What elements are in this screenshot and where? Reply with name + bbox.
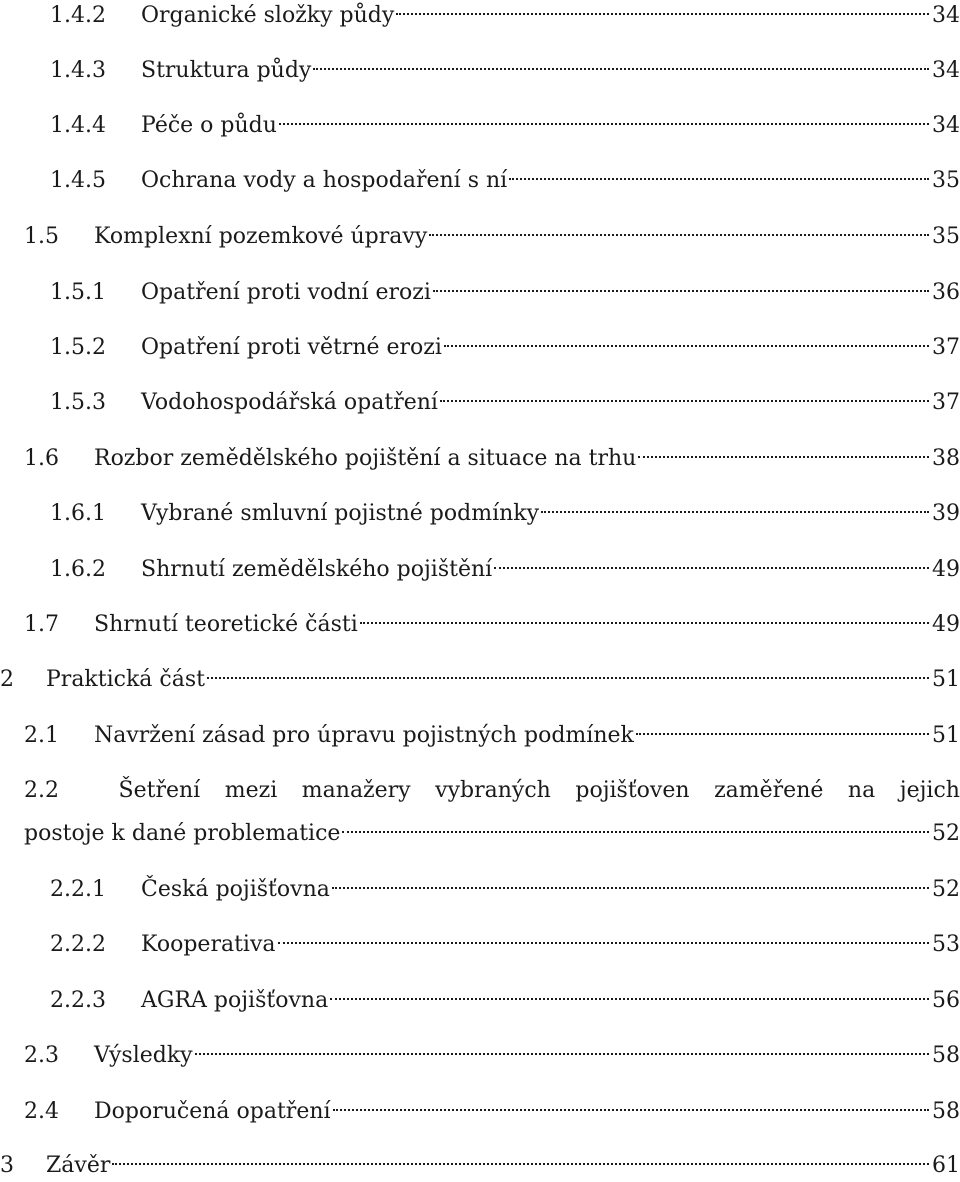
toc-entry-title-word: manažery [301, 778, 411, 803]
toc-entry-title: Kooperativa [141, 932, 276, 957]
toc-entry-title: Vodohospodářská opatření [141, 390, 438, 415]
toc-entry-page: 34 [932, 113, 960, 138]
toc-entry-page: 51 [932, 667, 960, 692]
toc-entry-page: 58 [932, 1043, 960, 1068]
toc-entry-title: Shrnutí teoretické části [94, 612, 358, 637]
toc-entry-page: 35 [932, 224, 960, 249]
toc-leader-dots [278, 942, 930, 944]
toc-entry-page: 58 [932, 1099, 960, 1124]
toc-entry[interactable] [24, 1096, 960, 1128]
toc-entry[interactable] [50, 110, 960, 142]
toc-entry-number: 1.6.2 [50, 557, 106, 582]
toc-leader-dots [112, 1163, 929, 1165]
toc-entry-page: 49 [932, 612, 960, 637]
toc-entry[interactable] [50, 0, 960, 32]
toc-entry-page: 37 [932, 335, 960, 360]
toc-entry-title: Výsledky [94, 1043, 193, 1068]
toc-entry-number: 1.6 [24, 446, 59, 471]
toc-entry[interactable] [0, 1150, 960, 1182]
toc-entry-title-word: zaměřené [714, 778, 824, 803]
toc-entry-number: 1.4.4 [50, 113, 106, 138]
toc-leader-dots [638, 456, 929, 458]
toc-leader-dots [509, 178, 929, 180]
toc-entry-page: 52 [932, 821, 960, 846]
toc-leader-dots [195, 1053, 929, 1055]
toc-entry-page: 35 [932, 168, 960, 193]
toc-entry-number: 1.4.5 [50, 168, 106, 193]
toc-entry[interactable] [50, 332, 960, 364]
toc-entry-number: 1.7 [24, 612, 59, 637]
toc-entry[interactable] [50, 554, 960, 586]
toc-leader-dots [207, 677, 929, 679]
toc-entry-title: Ochrana vody a hospodaření s ní [141, 168, 508, 193]
toc-leader-dots [279, 123, 929, 125]
toc-entry-title: AGRA pojišťovna [141, 988, 329, 1013]
toc-entry-number: 2 [0, 667, 14, 692]
toc-entry[interactable] [24, 443, 960, 475]
toc-entry[interactable] [50, 387, 960, 419]
toc-entry[interactable] [50, 165, 960, 197]
toc-leader-dots [342, 831, 929, 833]
toc-entry-title: Závěr [46, 1153, 111, 1178]
toc-entry[interactable] [50, 874, 960, 906]
toc-entry[interactable] [0, 664, 960, 696]
toc-entry-title-word: pojišťoven [575, 778, 690, 803]
toc-entry-title-word: na [847, 778, 876, 803]
toc-entry-number: 2.2.1 [50, 877, 106, 902]
toc-entry-page: 38 [932, 446, 960, 471]
toc-entry-page: 56 [932, 988, 960, 1013]
toc-entry[interactable] [50, 985, 960, 1017]
toc-entry-wrapped-line1[interactable] [24, 775, 960, 807]
toc-entry-number: 1.4.2 [50, 3, 106, 28]
toc-entry[interactable] [24, 609, 960, 641]
toc-entry-title-word: jejich [899, 778, 960, 803]
toc-entry[interactable] [50, 277, 960, 309]
toc-entry-number: 1.5.3 [50, 390, 106, 415]
toc-entry-page: 36 [932, 280, 960, 305]
toc-leader-dots [360, 622, 929, 624]
toc-entry-number: 3 [0, 1153, 14, 1178]
toc-entry[interactable] [24, 1040, 960, 1072]
toc-entry-title-word: mezi [224, 778, 278, 803]
toc-entry-number: 2.4 [24, 1099, 59, 1124]
toc-entry[interactable] [24, 221, 960, 253]
toc-entry-page: 61 [932, 1153, 960, 1178]
toc-entry-number: 2.3 [24, 1043, 59, 1068]
toc-entry-title-word: Šetření [118, 778, 201, 803]
toc-entry-title: Struktura půdy [141, 58, 312, 83]
toc-leader-dots [636, 733, 929, 735]
toc-entry-title: Česká pojišťovna [141, 877, 330, 902]
toc-leader-dots [429, 234, 929, 236]
toc-entry-number: 1.4.3 [50, 58, 106, 83]
toc-entry-title: Navržení zásad pro úpravu pojistných podmínek [94, 723, 634, 748]
toc-entry-number: 2.2.3 [50, 988, 106, 1013]
toc-entry-page: 34 [932, 58, 960, 83]
toc-leader-dots [330, 998, 929, 1000]
toc-entry[interactable] [50, 929, 960, 961]
toc-entry-title: Doporučená opatření [94, 1099, 331, 1124]
toc-leader-dots [433, 290, 929, 292]
toc-entry-title: Vybrané smluvní pojistné podmínky [141, 501, 540, 526]
toc-entry-number: 1.5.2 [50, 335, 106, 360]
toc-entry-number: 1.5.1 [50, 280, 106, 305]
toc-entry-page: 52 [932, 877, 960, 902]
toc-leader-dots [313, 68, 929, 70]
toc-entry-title-word: vybraných [435, 778, 551, 803]
toc-entry-page: 37 [932, 390, 960, 415]
toc-entry-page: 39 [932, 501, 960, 526]
toc-leader-dots [494, 567, 929, 569]
toc-leader-dots [396, 13, 929, 15]
toc-entry-title: Praktická část [46, 667, 205, 692]
toc-entry-wrapped-line2[interactable] [24, 818, 960, 850]
toc-leader-dots [332, 887, 929, 889]
toc-entry-title: Rozbor zemědělského pojištění a situace na trhu [94, 446, 637, 471]
toc-leader-dots [444, 345, 929, 347]
toc-entry-number: 1.6.1 [50, 501, 106, 526]
toc-entry-number: 2.2 [24, 778, 59, 803]
toc-entry-title: Opatření proti větrné erozi [141, 335, 442, 360]
toc-leader-dots [541, 511, 929, 513]
toc-entry-title: postoje k dané problematice [24, 821, 341, 846]
toc-leader-dots [440, 400, 929, 402]
toc-entry-number: 1.5 [24, 224, 59, 249]
toc-entry-title: Opatření proti vodní erozi [141, 280, 431, 305]
toc-entry-title: Shrnutí zemědělského pojištění [141, 557, 493, 582]
toc-entry-page: 51 [932, 723, 960, 748]
toc-entry[interactable] [24, 720, 960, 752]
toc-entry-title: Komplexní pozemkové úpravy [94, 224, 428, 249]
toc-leader-dots [333, 1109, 929, 1111]
toc-entry[interactable] [50, 498, 960, 530]
toc-entry[interactable] [50, 55, 960, 87]
toc-entry-number: 2.1 [24, 723, 59, 748]
toc-entry-title: Organické složky půdy [141, 3, 395, 28]
toc-entry-page: 53 [932, 932, 960, 957]
toc-entry-number: 2.2.2 [50, 932, 106, 957]
toc-entry-title: Péče o půdu [141, 113, 277, 138]
toc-entry-page: 49 [932, 557, 960, 582]
toc-entry-page: 34 [932, 3, 960, 28]
